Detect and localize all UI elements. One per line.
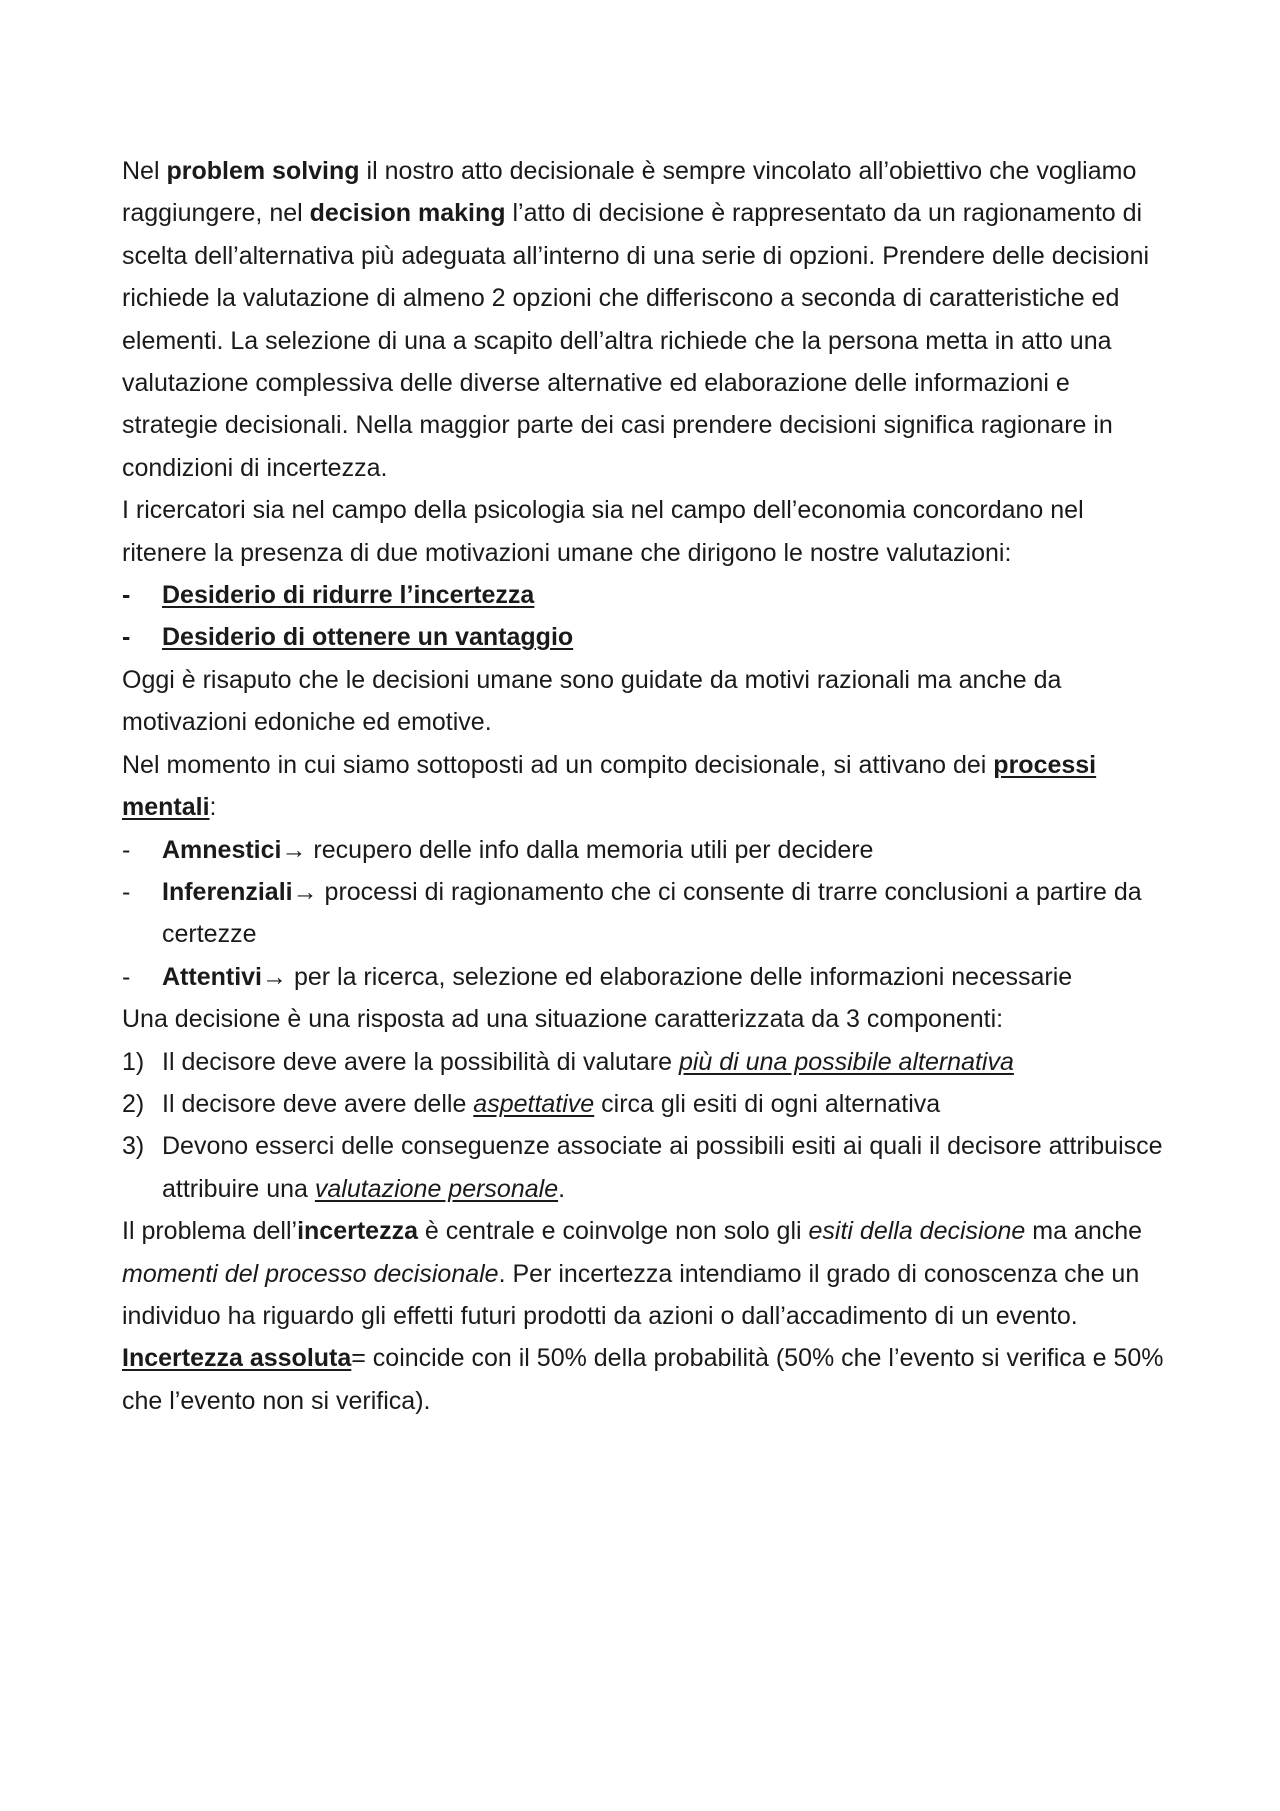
text: Devono esserci delle conseguenze associate ai possibili esiti ai quali il decisore attribuisce attribuire una <box>162 1132 1163 1203</box>
list-number: 1) <box>122 1047 145 1076</box>
emphasis: esiti della decisione <box>808 1217 1026 1246</box>
motivation-gain-advantage: Desiderio di ottenere un vantaggio <box>162 623 574 652</box>
emphasis: aspettative <box>473 1089 595 1118</box>
paragraph-mental-processes <box>122 744 1172 829</box>
text: Il decisore deve avere delle <box>162 1089 474 1118</box>
list-number: 3) <box>122 1132 145 1161</box>
paragraph-researchers: I ricercatori sia nel campo della psicologia sia nel campo dell’economia concordano nel ritenere la presenza di due motivazioni umane che dirigono le nostre valutazioni: <box>122 496 1084 567</box>
emphasis: momenti del processo decisionale <box>122 1259 499 1288</box>
term-decision-making: decision making <box>309 199 506 228</box>
term-inferenziali: Inferenziali <box>162 877 293 906</box>
list-item-motivation-1 <box>122 574 1172 616</box>
document-page <box>122 150 1172 1422</box>
text: è centrale e coinvolge non solo gli <box>417 1217 809 1246</box>
term-amnestici: Amnestici <box>162 835 282 864</box>
list-item-amnestici <box>122 829 1172 871</box>
emphasis: valutazione personale <box>314 1174 559 1203</box>
arrow-icon: → <box>281 835 307 864</box>
paragraph-components-intro: Una decisione è una risposta ad una situazione caratterizzata da 3 componenti: <box>122 1005 1004 1034</box>
text: l’atto di decisione è rappresentato da un ragionamento di scelta dell’alternativa più adeguata all’interno di una serie di opzioni. Prendere delle decisioni richiede la valutazione di almeno 2 opzioni che differiscono a seconda di caratteristiche ed elementi. La selezione di una a scapito dell’altra richiede che la persona metta in atto una valutazione complessiva delle diverse alternative ed elaborazione delle informazioni e strategie decisionali. Nella maggior parte dei casi prendere decisioni significa ragionare in condizioni di incertezza. <box>122 199 1150 482</box>
list-dash: - <box>122 877 131 906</box>
text: Il problema dell’ <box>122 1217 298 1246</box>
list-dash: - <box>122 835 131 864</box>
term-attentivi: Attentivi <box>162 962 262 991</box>
list-dash: - <box>122 581 131 610</box>
list-item-motivation-2 <box>122 616 1172 658</box>
paragraph-absolute-uncertainty <box>122 1337 1172 1422</box>
text: . Per incertezza intendiamo il grado di conoscenza che un individuo ha riguardo gli effetti futuri prodotti da azioni o dall’accadimento di un evento. <box>122 1259 1140 1330</box>
list-dash: - <box>122 623 131 652</box>
text: il nostro atto decisionale è sempre vincolato all’obiettivo che vogliamo raggiungere, nel <box>122 157 1137 228</box>
list-item-component-1 <box>122 1041 1172 1083</box>
text: processi di ragionamento che ci consente di trarre conclusioni a partire da certezze <box>162 877 1142 949</box>
list-item-component-2 <box>122 1083 1172 1125</box>
arrow-icon: → <box>262 962 287 991</box>
text: : <box>209 793 217 822</box>
term-incertezza-assoluta: Incertezza assoluta <box>122 1344 352 1373</box>
paragraph-intro <box>122 150 1172 489</box>
arrow-icon: → <box>292 877 318 906</box>
text: recupero delle info dalla memoria utili per decidere <box>306 835 874 864</box>
emphasis: più di una possibile alternativa <box>678 1047 1014 1076</box>
list-item-component-3 <box>122 1125 1172 1210</box>
text: ma anche <box>1025 1217 1143 1246</box>
text: Il decisore deve avere la possibilità di valutare <box>162 1047 679 1076</box>
term-problem-solving: problem solving <box>166 157 360 185</box>
text: = coincide con il 50% della probabilità (50% che l’evento si verifica e 50% che l’evento non si verifica). <box>122 1344 1164 1415</box>
list-item-attentivi <box>122 956 1172 998</box>
term-processi-mentali: processi mentali <box>122 750 1097 822</box>
motivation-reduce-uncertainty: Desiderio di ridurre l’incertezza <box>162 581 535 610</box>
list-number: 2) <box>122 1089 145 1118</box>
text: circa gli esiti di ogni alternativa <box>594 1089 941 1118</box>
text: per la ricerca, selezione ed elaborazione delle informazioni necessarie <box>287 962 1073 991</box>
paragraph-uncertainty <box>122 1210 1172 1337</box>
text: . <box>558 1174 566 1203</box>
text: Nel <box>122 157 167 185</box>
paragraph-hedonic: Oggi è risaputo che le decisioni umane sono guidate da motivi razionali ma anche da motivazioni edoniche ed emotive. <box>122 665 1062 737</box>
list-dash: - <box>122 962 131 991</box>
text: Nel momento in cui siamo sottoposti ad un compito decisionale, si attivano dei <box>122 750 994 779</box>
list-item-inferenziali <box>122 871 1172 956</box>
term-incertezza: incertezza <box>297 1217 418 1246</box>
